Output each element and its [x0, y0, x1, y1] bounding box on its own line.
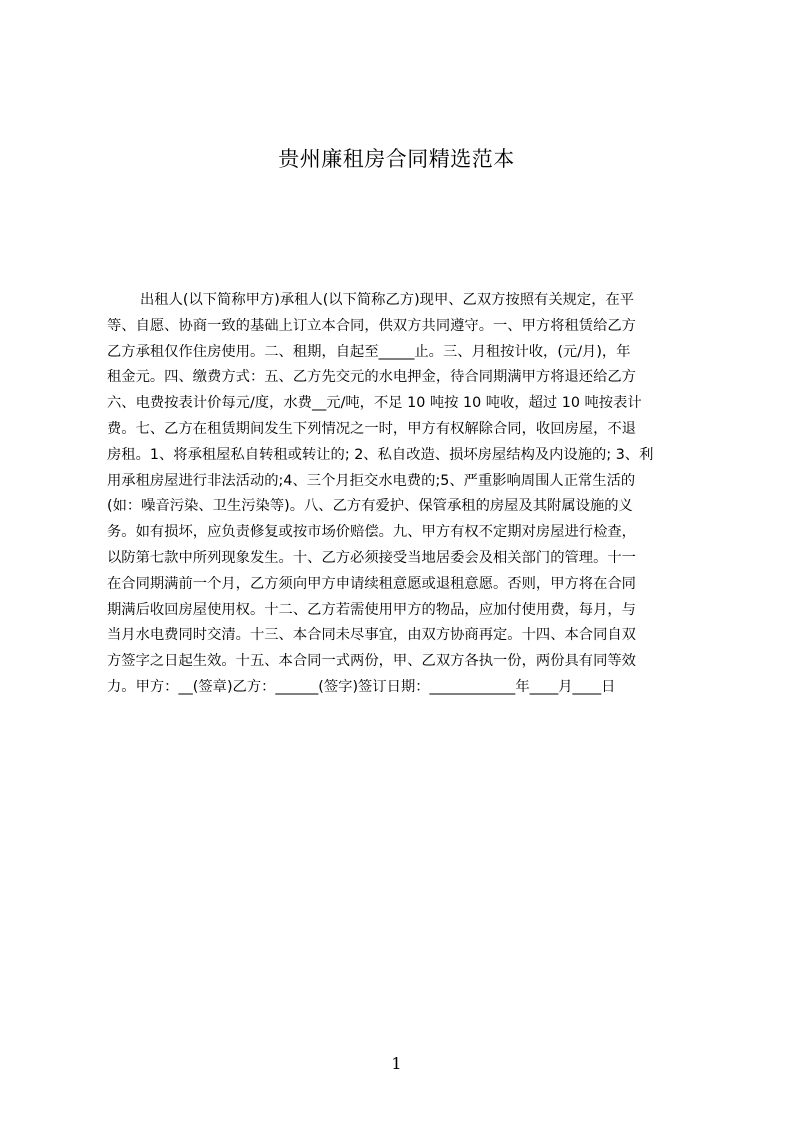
body-line-15: 方签字之日起生效。十五、本合同一式两份，甲、乙双方各执一份，两份具有同等效	[107, 653, 636, 670]
page-number: 1	[391, 1054, 402, 1073]
body-line-3: 乙方承租仅作住房使用。二、租期，自起至_____止。三、月租按计收，(元/月)，年	[107, 343, 631, 360]
document-title: 贵州廉租房合同精选范本	[278, 147, 515, 171]
body-line-12: 在合同期满前一个月，乙方须向甲方申请续租意愿或退租意愿。否则，甲方将在合同	[107, 575, 636, 592]
body-line-10: 务。如有损坏，应负责修复或按市场价赔偿。九、甲方有权不定期对房屋进行检查，	[107, 524, 636, 541]
contract-body	[107, 288, 697, 701]
body-line-5: 六、电费按表计价每元/度，水费__元/吨，不足 10 吨按 10 吨收，超过 10 吨按表计	[107, 395, 642, 412]
body-line-7: 房租。1、将承租屋私自转租或转让的; 2、私自改造、损坏房屋结构及内设施的; 3、利	[107, 446, 654, 463]
body-line-6: 费。七、乙方在租赁期间发生下列情况之一时，甲方有权解除合同，收回房屋，不退	[107, 420, 636, 437]
body-line-13: 期满后收回房屋使用权。十二、乙方若需使用甲方的物品，应加付使用费，每月，与	[107, 601, 636, 618]
body-line-1: 出租人(以下简称甲方)承租人(以下简称乙方)现甲、乙双方按照有关规定，在平	[140, 292, 635, 308]
body-line-11: 以防第七款中所列现象发生。十、乙方必须接受当地居委会及相关部门的管理。十一	[107, 549, 636, 566]
body-line-9: (如：噪音污染、卫生污染等)。八、乙方有爱护、保管承租的房屋及其附属设施的义	[107, 498, 633, 515]
body-line-4: 租金元。四、缴费方式：五、乙方先交元的水电押金，待合同期满甲方将退还给乙方	[107, 369, 636, 386]
body-line-8: 用承租房屋进行非法活动的;4、三个月拒交水电费的;5、严重影响周围人正常生活的	[107, 472, 636, 489]
body-line-14: 当月水电费同时交清。十三、本合同未尽事宜，由双方协商再定。十四、本合同自双	[107, 627, 636, 644]
body-line-2: 等、自愿、协商一致的基础上订立本合同，供双方共同遵守。一、甲方将租赁给乙方	[107, 317, 636, 334]
body-line-16: 力。甲方：__(签章)乙方：______(签字)签订日期：____________年____月____日	[107, 678, 616, 695]
